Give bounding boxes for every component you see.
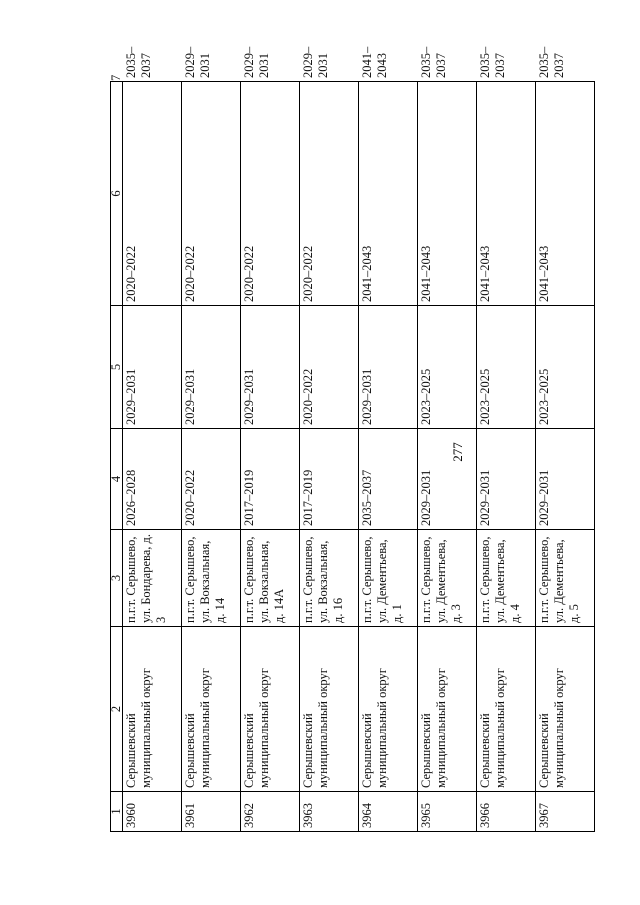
table-row: 3965 Серышевский муниципальный округ п.г.т. Серышево, ул. Дементьева, д. 3 2029–2031 2023–2025 2041–2043 2035–2037: [418, 82, 477, 832]
period-cell-5: 2029–2031: [241, 306, 300, 429]
period-cell-4: 2020–2022: [182, 429, 241, 530]
period-cell-6: 2020–2022: [182, 82, 241, 306]
period-cell-5: 2023–2025: [418, 306, 477, 429]
row-number-cell: 3966: [477, 792, 536, 832]
address-cell: п.г.т. Серышево, ул. Дементьева, д. 5: [536, 530, 595, 627]
row-number-cell: 3960: [123, 792, 182, 832]
rotated-table-container: [109, 46, 595, 832]
address-cell: п.г.т. Серышево, ул. Бондарева, д. 3: [123, 530, 182, 627]
period-cell-6: 2020–2022: [300, 82, 359, 306]
row-number-cell: 3965: [418, 792, 477, 832]
period-cell-5: 2029–2031: [359, 306, 418, 429]
district-cell: Серышевский муниципальный округ: [123, 627, 182, 792]
period-cell-5: 2020–2022: [300, 306, 359, 429]
row-number-cell: 3962: [241, 792, 300, 832]
period-cell-4: 2026–2028: [123, 429, 182, 530]
period-cell-6: 2041–2043: [359, 82, 418, 306]
column-header-2: 2: [111, 627, 123, 792]
period-cell-6: 2041–2043: [536, 82, 595, 306]
period-cell-4: 2017–2019: [241, 429, 300, 530]
period-cell-4: 2029–2031: [477, 429, 536, 530]
district-cell: Серышевский муниципальный округ: [182, 627, 241, 792]
district-cell: Серышевский муниципальный округ: [300, 627, 359, 792]
district-cell: Серышевский муниципальный округ: [241, 627, 300, 792]
period-cell-6: 2020–2022: [241, 82, 300, 306]
table-row: 3961 Серышевский муниципальный округ п.г.т. Серышево, ул. Вокзальная, д. 14 2020–2022 2029–2031 2020–2022 2029–2031: [182, 82, 241, 832]
table-row: 3967 Серышевский муниципальный округ п.г.т. Серышево, ул. Дементьева, д. 5 2029–2031 2023–2025 2041–2043 2035–2037: [536, 82, 595, 832]
address-cell: п.г.т. Серышево, ул. Дементьева, д. 1: [359, 530, 418, 627]
column-header-5: 5: [111, 306, 123, 429]
row-number-cell: 3964: [359, 792, 418, 832]
district-cell: Серышевский муниципальный округ: [359, 627, 418, 792]
column-header-4: 4: [111, 429, 123, 530]
row-number-cell: 3967: [536, 792, 595, 832]
period-cell-5: 2023–2025: [536, 306, 595, 429]
row-number-cell: 3961: [182, 792, 241, 832]
column-header-3: 3: [111, 530, 123, 627]
period-cell-4: 2017–2019: [300, 429, 359, 530]
period-cell-5: 2029–2031: [182, 306, 241, 429]
table-row: 3966 Серышевский муниципальный округ п.г.т. Серышево, ул. Дементьева, д. 4 2029–2031 2023–2025 2041–2043 2035–2037: [477, 82, 536, 832]
period-cell-4: 2029–2031: [536, 429, 595, 530]
address-cell: п.г.т. Серышево, ул. Вокзальная, д. 14А: [241, 530, 300, 627]
address-cell: п.г.т. Серышево, ул. Дементьева, д. 3: [418, 530, 477, 627]
housing-repair-schedule-table: [109, 46, 595, 832]
table-row: 3964 Серышевский муниципальный округ п.г.т. Серышево, ул. Дементьева, д. 1 2035–2037 2029–2031 2041–2043 2041–2043: [359, 82, 418, 832]
table-row: 3963 Серышевский муниципальный округ п.г.т. Серышево, ул. Вокзальная, д. 16 2017–2019 2020–2022 2020–2022 2029–2031: [300, 82, 359, 832]
column-header-1: 1: [111, 792, 123, 832]
table-row: 3960 Серышевский муниципальный округ п.г.т. Серышево, ул. Бондарева, д. 3 2026–2028 2029–2031 2020–2022 2035–2037: [123, 82, 182, 832]
table-row: 3962 Серышевский муниципальный округ п.г.т. Серышево, ул. Вокзальная, д. 14А 2017–2019 2029–2031 2020–2022 2029–2031: [241, 82, 300, 832]
address-cell: п.г.т. Серышево, ул. Вокзальная, д. 16: [300, 530, 359, 627]
period-cell-5: 2023–2025: [477, 306, 536, 429]
district-cell: Серышевский муниципальный округ: [418, 627, 477, 792]
address-cell: п.г.т. Серышево, ул. Вокзальная, д. 14: [182, 530, 241, 627]
period-cell-6: 2020–2022: [123, 82, 182, 306]
period-cell-4: 2035–2037: [359, 429, 418, 530]
page-number: 277: [450, 442, 465, 462]
district-cell: Серышевский муниципальный округ: [536, 627, 595, 792]
period-cell-6: 2041–2043: [477, 82, 536, 306]
address-cell: п.г.т. Серышево, ул. Дементьева, д. 4: [477, 530, 536, 627]
column-header-6: 6: [111, 82, 123, 306]
period-cell-6: 2041–2043: [418, 82, 477, 306]
district-cell: Серышевский муниципальный округ: [477, 627, 536, 792]
row-number-cell: 3963: [300, 792, 359, 832]
header-row: 1 2 3 4 5 6 7: [111, 82, 123, 832]
period-cell-4: 2029–2031: [418, 429, 477, 530]
period-cell-5: 2029–2031: [123, 306, 182, 429]
